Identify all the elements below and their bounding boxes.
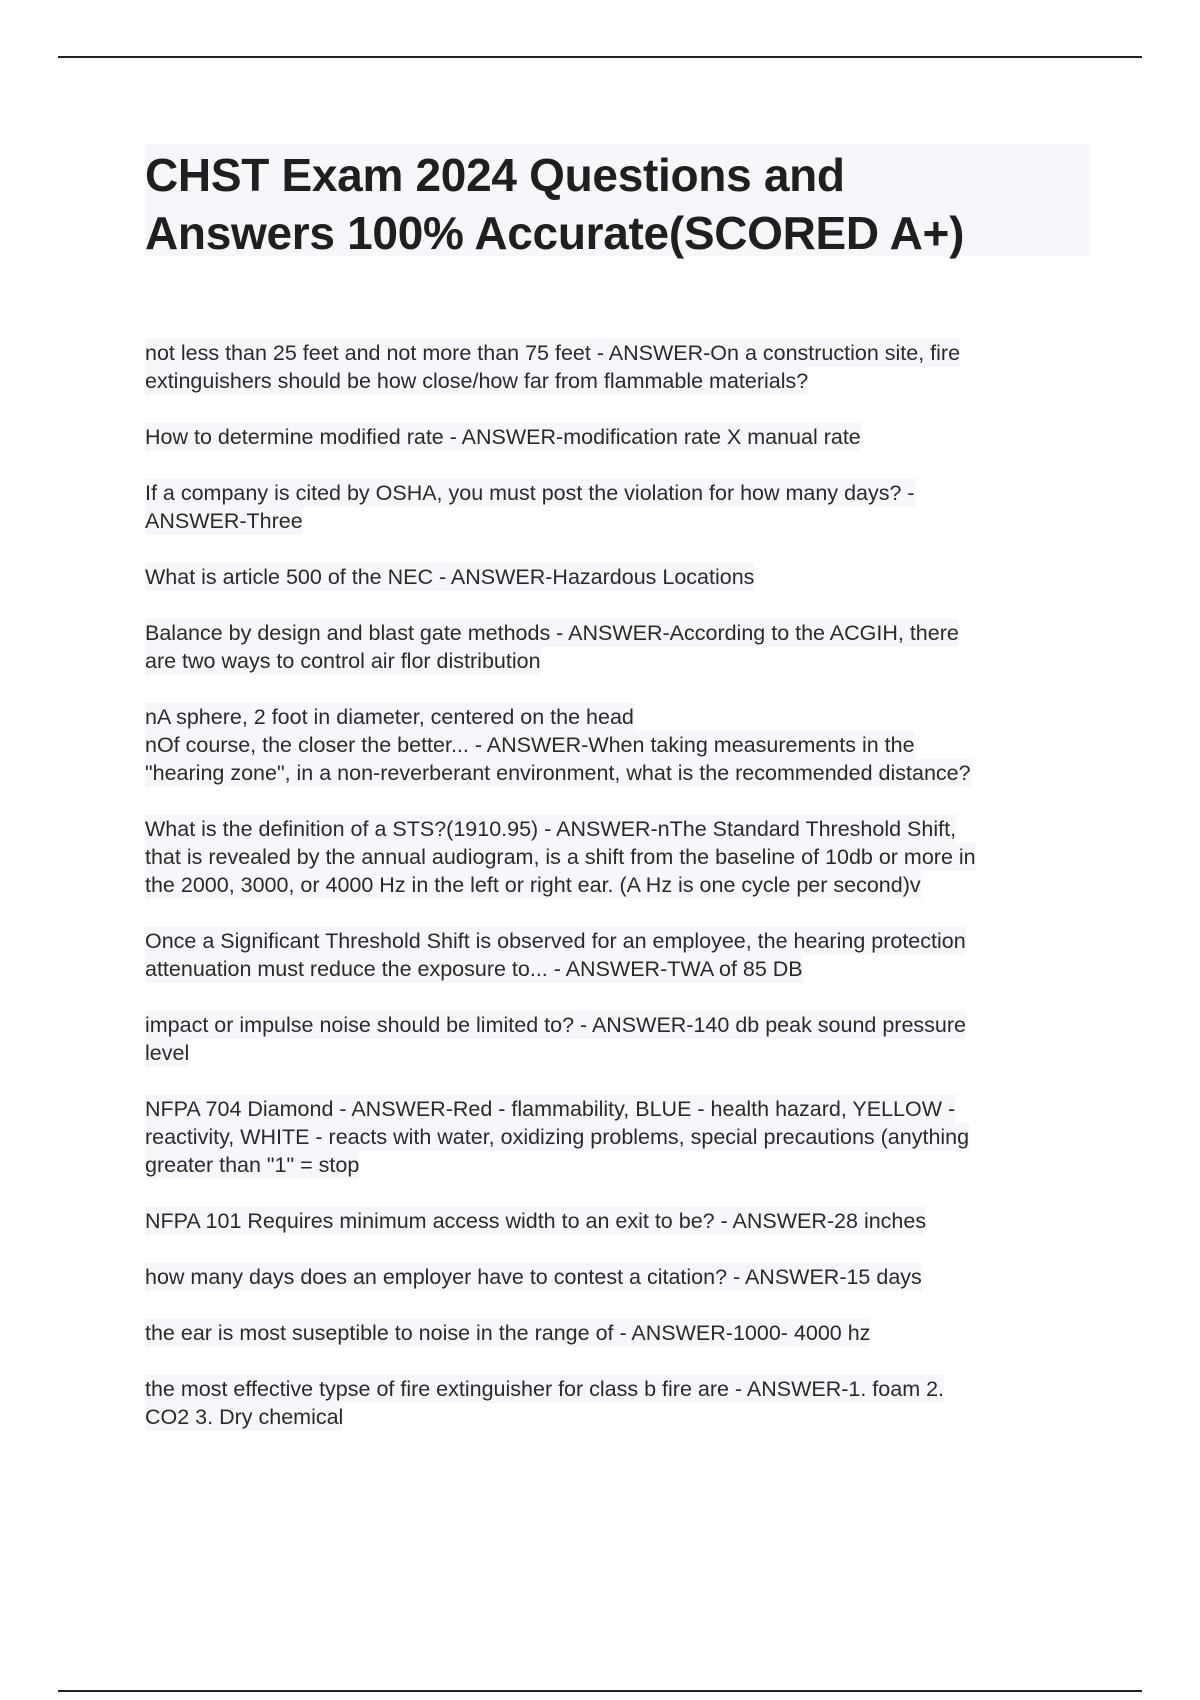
qa-line: how many days does an employer have to contest a citation? - ANSWER-15 days — [145, 1265, 922, 1289]
qa-item — [145, 1011, 1085, 1067]
header-rule — [58, 56, 1142, 58]
qa-line: impact or impulse noise should be limited to? - ANSWER-140 db peak sound pressure — [145, 1013, 966, 1037]
qa-item — [145, 423, 1085, 451]
qa-line: are two ways to control air flor distribution — [145, 649, 541, 673]
qa-list — [145, 339, 1085, 1459]
qa-line: the 2000, 3000, or 4000 Hz in the left or right ear. (A Hz is one cycle per second)v — [145, 873, 921, 897]
qa-line: NFPA 101 Requires minimum access width to an exit to be? - ANSWER-28 inches — [145, 1209, 927, 1233]
qa-item — [145, 339, 1085, 395]
qa-line: reactivity, WHITE - reacts with water, oxidizing problems, special precautions (anything — [145, 1125, 970, 1149]
qa-line: greater than "1" = stop — [145, 1153, 360, 1177]
qa-item — [145, 1263, 1085, 1291]
qa-line: the most effective typse of fire extinguisher for class b fire are - ANSWER-1. foam 2. — [145, 1377, 945, 1401]
qa-item — [145, 1375, 1085, 1431]
qa-line: that is revealed by the annual audiogram, is a shift from the baseline of 10db or more in — [145, 845, 976, 869]
qa-line: If a company is cited by OSHA, you must post the violation for how many days? - — [145, 481, 915, 505]
qa-item — [145, 619, 1085, 675]
qa-line: NFPA 704 Diamond - ANSWER-Red - flammability, BLUE - health hazard, YELLOW - — [145, 1097, 956, 1121]
qa-line: How to determine modified rate - ANSWER-modification rate X manual rate — [145, 425, 861, 449]
footer-rule — [58, 1690, 1142, 1692]
qa-item — [145, 703, 1085, 787]
qa-line: "hearing zone", in a non-reverberant environment, what is the recommended distance? — [145, 761, 971, 785]
qa-item — [145, 1319, 1085, 1347]
qa-line: What is the definition of a STS?(1910.95) - ANSWER-nThe Standard Threshold Shift, — [145, 817, 957, 841]
title-line-2: Answers 100% Accurate(SCORED A+) — [145, 207, 965, 259]
qa-line: attenuation must reduce the exposure to... - ANSWER-TWA of 85 DB — [145, 957, 803, 981]
qa-line: nOf course, the closer the better... - ANSWER-When taking measurements in the — [145, 733, 915, 757]
qa-item — [145, 479, 1085, 535]
qa-line: CO2 3. Dry chemical — [145, 1405, 344, 1429]
qa-line: level — [145, 1041, 190, 1065]
qa-line: ANSWER-Three — [145, 509, 303, 533]
qa-line: not less than 25 feet and not more than 75 feet - ANSWER-On a construction site, fire — [145, 341, 961, 365]
qa-line: What is article 500 of the NEC - ANSWER-Hazardous Locations — [145, 565, 755, 589]
qa-line: Balance by design and blast gate methods - ANSWER-According to the ACGIH, there — [145, 621, 959, 645]
qa-line: Once a Significant Threshold Shift is observed for an employee, the hearing protection — [145, 929, 966, 953]
title-line-1: CHST Exam 2024 Questions and — [145, 149, 845, 201]
qa-item — [145, 563, 1085, 591]
qa-line: nA sphere, 2 foot in diameter, centered on the head — [145, 705, 634, 729]
qa-item — [145, 815, 1085, 899]
qa-line: extinguishers should be how close/how far from flammable materials? — [145, 369, 809, 393]
qa-line: the ear is most suseptible to noise in the range of - ANSWER-1000- 4000 hz — [145, 1321, 871, 1345]
document-title — [145, 146, 1090, 262]
qa-item — [145, 1207, 1085, 1235]
qa-item — [145, 927, 1085, 983]
qa-item — [145, 1095, 1085, 1179]
